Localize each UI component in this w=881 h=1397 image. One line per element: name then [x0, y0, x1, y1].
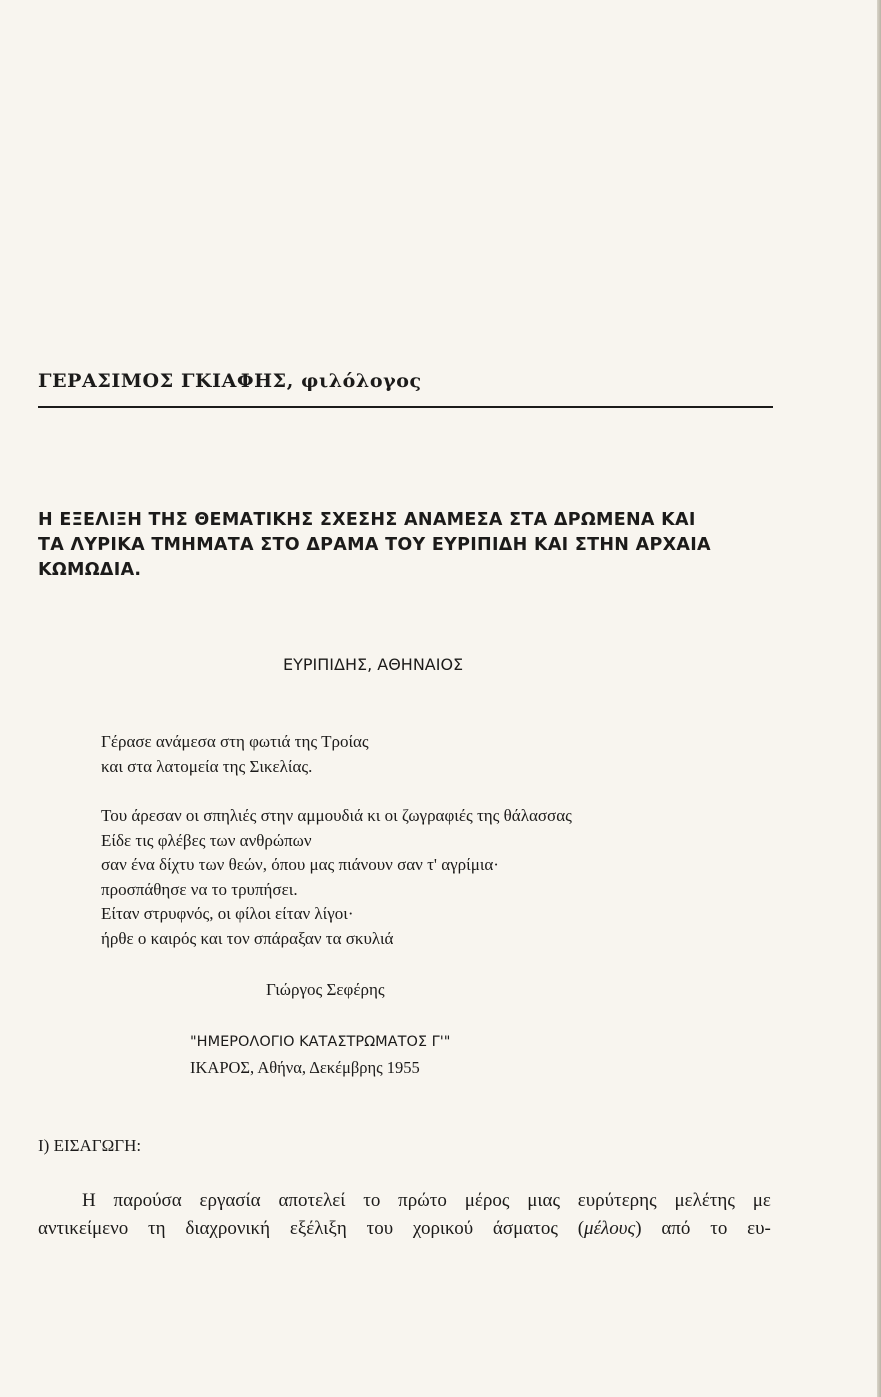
- body-word: πρώτο: [398, 1190, 447, 1211]
- page-edge: [877, 0, 881, 1397]
- body-paragraph: [38, 1187, 771, 1243]
- poem-line: και στα λατομεία της Σικελίας.: [101, 756, 313, 776]
- poem-line: Του άρεσαν οι σπηλιές στην αμμουδιά κι οι ζωγραφιές της θάλασσας: [101, 806, 572, 825]
- title-line: Η ΕΞΕΛΙΞΗ ΤΗΣ ΘΕΜΑΤΙΚΗΣ ΣΧΕΣΗΣ ΑΝΑΜΕΣΑ ΣΤΑ ΔΡΩΜΕΝΑ ΚΑΙ: [38, 510, 696, 530]
- body-word: μελέτης: [674, 1190, 735, 1211]
- body-word: εξέλιξη: [289, 1218, 347, 1239]
- author-role: φιλόλογος: [301, 370, 422, 392]
- body-word: ευρύτερης: [577, 1190, 657, 1211]
- body-line: [38, 1215, 771, 1243]
- body-word: αποτελεί: [278, 1190, 346, 1211]
- body-word: μιας: [527, 1190, 560, 1211]
- poet-name: Γιώργος Σεφέρης: [266, 980, 385, 999]
- body-word: άσματος: [492, 1218, 558, 1239]
- poem-line: Γέρασε ανάμεσα στη φωτιά της Τροίας: [101, 732, 369, 751]
- body-word: εργασία: [199, 1190, 261, 1211]
- title-line: ΤΑ ΛΥΡΙΚΑ ΤΜΗΜΑΤΑ ΣΤΟ ΔΡΑΜΑ ΤΟΥ ΕΥΡΙΠΙΔΗ ΚΑΙ ΣΤΗΝ ΑΡΧΑΙΑ: [38, 535, 711, 555]
- title-line: ΚΩΜΩΔΙΑ.: [38, 560, 142, 580]
- poem-line: σαν ένα δίχτυ των θεών, όπου μας πιάνουν σαν τ' αγρίμια·: [101, 855, 499, 874]
- body-word: το: [710, 1218, 728, 1239]
- body-word: το: [363, 1190, 381, 1211]
- header-rule: [38, 406, 773, 408]
- author-name: ΓΕΡΑΣΙΜΟΣ ΓΚΙΑΦΗΣ,: [38, 370, 294, 392]
- source-title: "ΗΜΕΡΟΛΟΓΙΟ ΚΑΤΑΣΤΡΩΜΑΤΟΣ Γ'": [190, 1034, 451, 1050]
- body-word: μέρος: [464, 1190, 510, 1211]
- body-word: τη: [148, 1218, 166, 1239]
- body-word: χορικού: [412, 1218, 474, 1239]
- source-publication: ΙΚΑΡΟΣ, Αθήνα, Δεκέμβρης 1955: [190, 1058, 420, 1077]
- body-word: από: [661, 1218, 691, 1239]
- body-word: αντικείμενο: [38, 1218, 129, 1239]
- body-word: του: [366, 1218, 394, 1239]
- body-word: (μέλους): [577, 1218, 642, 1239]
- body-word: διαχρονική: [185, 1218, 271, 1239]
- poem-line: προσπάθησε να το τρυπήσει.: [101, 879, 298, 899]
- poem-line: Είταν στρυφνός, οι φίλοι είταν λίγοι·: [101, 904, 354, 923]
- poem-line: Είδε τις φλέβες των ανθρώπων: [101, 830, 312, 850]
- body-word: με: [752, 1190, 771, 1211]
- epigraph-heading: ΕΥΡΙΠΙΔΗΣ, ΑΘΗΝΑΙΟΣ: [283, 655, 464, 674]
- poem-line: ήρθε ο καιρός και τον σπάραξαν τα σκυλιά: [101, 928, 394, 948]
- epigraph-source: [190, 1030, 450, 1080]
- section-heading: Ι) ΕΙΣΑΓΩΓΗ:: [38, 1136, 142, 1155]
- poem-stanza-1: [101, 730, 369, 779]
- body-word: παρούσα: [113, 1190, 182, 1211]
- body-word: Η: [82, 1190, 96, 1211]
- body-word: ευ-: [747, 1218, 771, 1239]
- article-title: [38, 508, 783, 583]
- body-line: [38, 1187, 771, 1215]
- author-line: [38, 370, 422, 392]
- poem-stanza-2: [101, 804, 572, 951]
